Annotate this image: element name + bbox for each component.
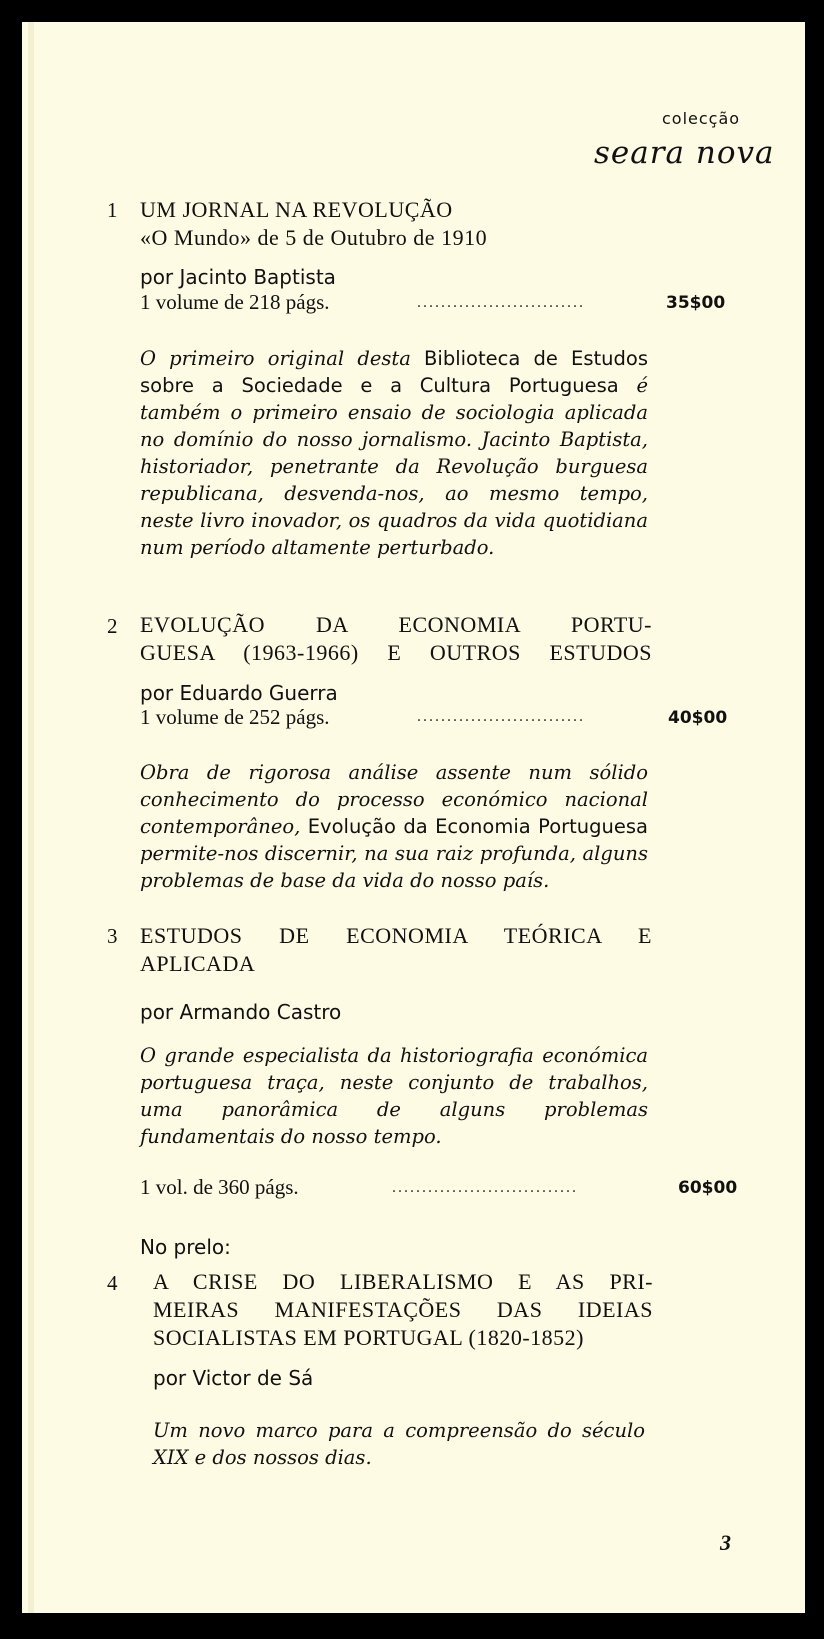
item-author: por Victor de Sá [153,1366,314,1390]
item-number: 2 [107,614,118,638]
item-title [140,922,652,978]
leader-dots: ............................... [392,1179,578,1196]
item-number: 4 [107,1271,118,1295]
desc-text: permite-nos discernir, na sua raiz profunda, alguns problemas de base da vida do nosso país. [140,842,648,892]
item-title [140,611,652,667]
item-description [140,759,648,894]
item-description: O grande especialista da historiografia económica portuguesa traça, neste conjunto de trabalhos, uma panorâmica de alguns problemas fundamentais do nosso tempo. [140,1044,648,1148]
item-title-line: «O Mundo» de 5 de Outubro de 1910 [140,225,488,250]
collection-name: seara nova [594,135,775,171]
item-volume: 1 volume de 252 págs. [140,705,330,729]
item-title-line: UM JORNAL NA REVOLUÇÃO [140,197,453,222]
book-page [22,22,805,1613]
item-description: Um novo marco para a compreensão do século XIX e dos nossos dias. [153,1419,645,1469]
item-title-line: ESTUDOS DE ECONOMIA TEÓRICA E [140,923,652,948]
item-title-line: GUESA (1963-1966) E OUTROS ESTUDOS [140,640,652,665]
desc-text: O primeiro original desta [140,347,425,370]
desc-text: Obra de rigorosa análise assente num sólido conhecimento do processo económico nacional contemporâneo, [140,761,648,838]
item-number: 1 [107,198,118,222]
desc-text: é também o primeiro ensaio de sociologia aplicada no domínio do nosso jornalismo. Jacinto Baptista, historiador, penetrante da Revolução burguesa republicana, desvenda-nos, ao mesmo tempo, neste livro inovador, os quadros da vida quotidiana num período altamente perturbado. [140,374,648,559]
leader-dots: ............................ [417,294,585,311]
item-volume: 1 vol. de 360 págs. [140,1175,299,1199]
item-author: por Jacinto Baptista [140,265,336,289]
item-price: 35$00 [666,293,726,313]
desc-book-ref: Biblioteca de Estudos sobre a Sociedade e a Cultura Portuguesa [140,347,648,397]
item-title-line: SOCIALISTAS EM PORTUGAL (1820-1852) [153,1325,584,1350]
desc-book-ref: Evolução da Economia Portuguesa [307,815,649,838]
leader-dots: ............................ [417,708,585,725]
item-author: por Armando Castro [140,1000,342,1024]
item-title [153,1268,653,1352]
item-title-line: EVOLUÇÃO DA ECONOMIA PORTU- [140,612,652,637]
item-price: 60$00 [678,1178,738,1198]
item-volume: 1 volume de 218 págs. [140,290,330,314]
item-title-line: MEIRAS MANIFESTAÇÕES DAS IDEIAS [153,1297,653,1322]
item-description [140,345,648,561]
item-author: por Eduardo Guerra [140,681,338,705]
page-fold [28,22,34,1613]
item-number: 3 [107,924,118,948]
in-press-label: No prelo: [140,1235,231,1259]
collection-label: colecção [662,109,741,128]
item-title-line: APLICADA [140,951,256,976]
page-number: 3 [720,1530,731,1555]
item-title-line: A CRISE DO LIBERALISMO E AS PRI- [153,1269,653,1294]
item-title [140,196,652,252]
item-price: 40$00 [668,708,728,728]
